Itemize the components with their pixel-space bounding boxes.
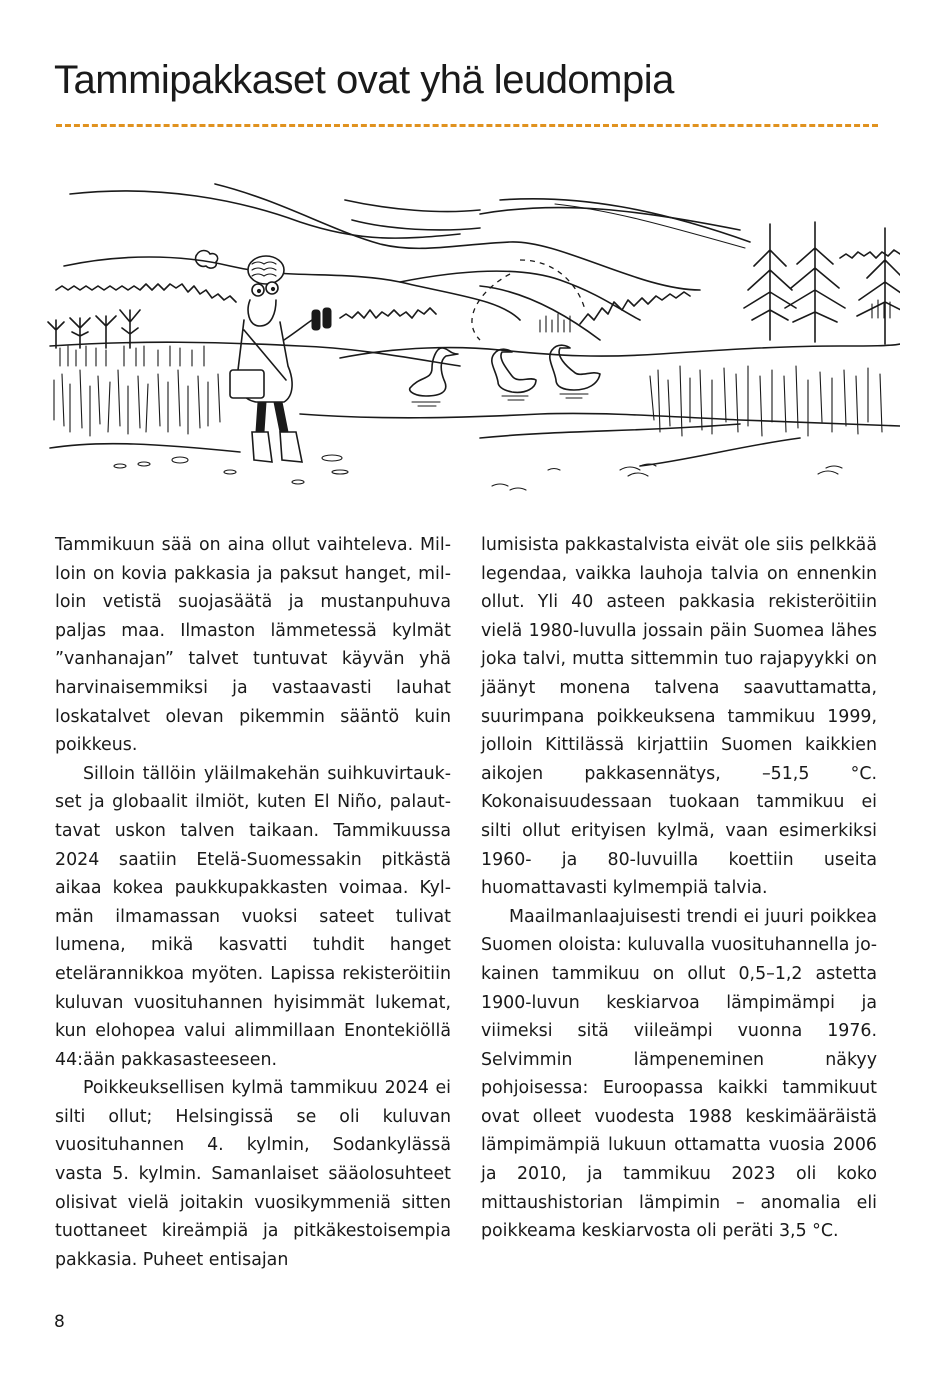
text-column-right [481,531,877,1246]
swans [410,345,600,406]
winter-lake-illustration [40,170,900,510]
paragraph: Tammikuun sää on aina ollut vaihteleva. Milloin on kovia pakkasia ja paksut hanget, milloin vetistä suojasäätä ja mustanpuhuva paljas maa. Ilmaston lämmetessä kylmät ”vanhanajan” talvet tuntuvat käyvän yhä harvinaisemmiksi ja vastaavasti lauhat loskatalvet olevan pikemmin sääntö kuin poikkeus. [55,535,451,756]
swan [410,348,458,406]
wind-lines [70,184,750,290]
hills [64,257,640,340]
swan [492,349,536,400]
birdwatcher-figure [196,251,331,463]
page-number: 8 [54,1312,65,1332]
swan [550,345,600,398]
snow-lumps [114,455,842,490]
bare-trees [48,222,900,348]
paragraph: Silloin tällöin yläilmakehän suihkuvirtaukset ja globaalit ilmiöt, kuten El Niño, palauttavat uskon talven taikaan. Tammikuussa 2024 saatiin Etelä-Suomessakin pitkästä aikaa kokea paukkupakkasten voimaa. Kylmän ilmamassan vuoksi sateet tulivat lumena, mikä kasvatti tuhdit hanget etelärannikkoa myöten. Lapissa rekisteröitiin kuluvan vuosituhannen hyisimmät lukemat, kun elohopea valui alimmillaan Enontekiöllä 44:ään pakkasasteeseen. [55,763,451,1070]
page-title: Tammipakkaset ovat yhä leudompia [54,58,674,102]
paragraph: Poikkeuksellisen kylmä tammikuu 2024 ei silti ollut; Helsingissä se oli kuluvan vuosituhannen 4. kylmin, Sodankylässä vasta 5. kylmin. Samanlaiset sääolosuhteet olisivat vielä joitakin vuosikymmeniä sitten tuottaneet kireämpiä ja pitkäkestoisempia pakkasia. Puheet entisajan [55,1078,451,1270]
forest-edge [56,250,900,324]
text-column-left [55,531,451,1274]
title-divider [56,124,878,127]
paragraph: Maailmanlaajuisesti trendi ei juuri poikkea Suomen oloista: kuluvalla vuosituhannella jokainen tammikuu on ollut 0,5–1,2 astetta 1900-luvun keskiarvoa lämpimämpi ja viimeksi sitä viileämpi vuonna 1976. Selvimmin lämpeneminen näkyy pohjoisessa: Euroopassa kaikki tammikuut ovat olleet vuodesta 1988 keskimääräistä lämpimämpiä lukuun ottamatta vuosia 2006 ja 2010, ja tammikuu 2023 oli koko mittaushistorian lämpimin – anomalia eli poikkeama keskiarvosta oli peräti 3,5 °C. [481,906,877,1242]
paragraph: lumisista pakkastalvista eivät ole siis pelkkää legendaa, vaikka lauhoja talvia on ennenkin ollut. Yli 40 asteen pakkasia rekisteröitiin vielä 1980-luvulla jossain päin Suomea lähes joka talvi, mutta sittemmin tuo rajapyykki on jäänyt monena talvena saavuttamatta, suurimpana poikkeuksena tammikuu 1999, jolloin Kittilässä kirjattiin Suomen kaikkien aikojen pakkasennätys, –51,5 °C. Kokonaisuudessaan tuokaan tammikuu ei silti ollut erityisen kylmä, vaan esimerkiksi 1960- ja 80-luvuilla koettiin useita huomattavasti kylmempiä talvia. [481,535,877,899]
